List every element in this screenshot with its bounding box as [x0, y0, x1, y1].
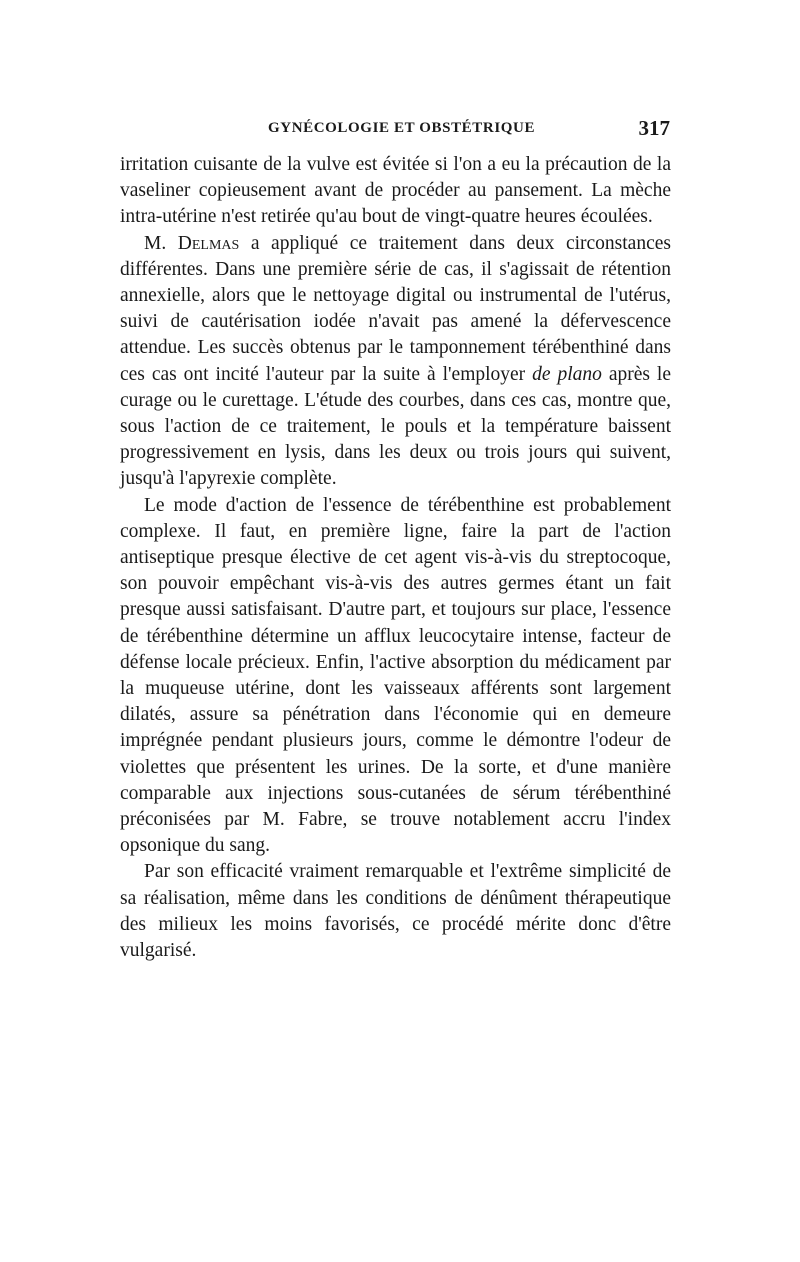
running-header-title: GYNÉCOLOGIE ET OBSTÉTRIQUE	[268, 120, 536, 136]
body-text	[120, 152, 671, 964]
author-prefix: M.	[144, 232, 178, 254]
running-header	[120, 118, 680, 144]
paragraph-2	[120, 231, 671, 493]
paragraph-4: Par son efficacité vraiment remarquable et l'extrême simplicité de sa réalisation, même dans les conditions de dénûment thérapeutique des milieux les moins favorisés, ce procédé mérite donc d'être vulgarisé.	[120, 861, 671, 962]
italic-phrase: de plano	[532, 363, 602, 385]
paragraph-1: irritation cuisante de la vulve est évitée si l'on a eu la précaution de la vaseliner copieusement avant de procéder au pansement. La mèche intra-utérine n'est retirée qu'au bout de vingt-quatre heures écoulées.	[120, 154, 671, 228]
paragraph-3: Le mode d'action de l'essence de térébenthine est probablement complexe. Il faut, en première ligne, faire la part de l'action antiseptique presque élective de cet agent vis-à-vis du streptocoque, son pouvoir empêchant vis-à-vis des autres germes étant un fait presque aussi satisfaisant. D'autre part, et toujours sur place, l'essence de térébenthine détermine un afflux leucocytaire intense, facteur de défense locale précieux. Enfin, l'active absorption du médicament par la muqueuse utérine, dont les vaisseaux afférents sont largement dilatés, assure sa pénétration dans l'économie qui en demeure imprégnée pendant plusieurs jours, comme le démontre l'odeur de violettes que présentent les urines. De la sorte, et d'une manière comparable aux injections sous-cutanées de sérum térébenthiné préconisées par M. Fabre, se trouve notablement accru l'index opsonique du sang.	[120, 494, 671, 857]
page-number: 317	[638, 116, 670, 140]
author-name: Delmas	[177, 232, 240, 254]
paragraph-2-text-a: a appliqué ce traitement dans deux circonstances différentes. Dans une première série de cas, il s'agissait de rétention annexielle, alors que le nettoyage digital ou instrumental de l'utérus, suivi de cautérisation iodée n'avait pas amené la défervescence attendue. Les succès obtenus par le tamponnement térébenthiné dans ces cas ont incité l'auteur par la suite à l'employer	[120, 232, 671, 385]
paragraph-2-text-b: après le curage ou le curettage. L'étude des courbes, dans ces cas, montre que, sous l'action de ce traitement, le pouls et la température baissent progressivement en lysis, dans les deux ou trois jours qui suivent, jusqu'à l'apyrexie complète.	[120, 363, 671, 490]
